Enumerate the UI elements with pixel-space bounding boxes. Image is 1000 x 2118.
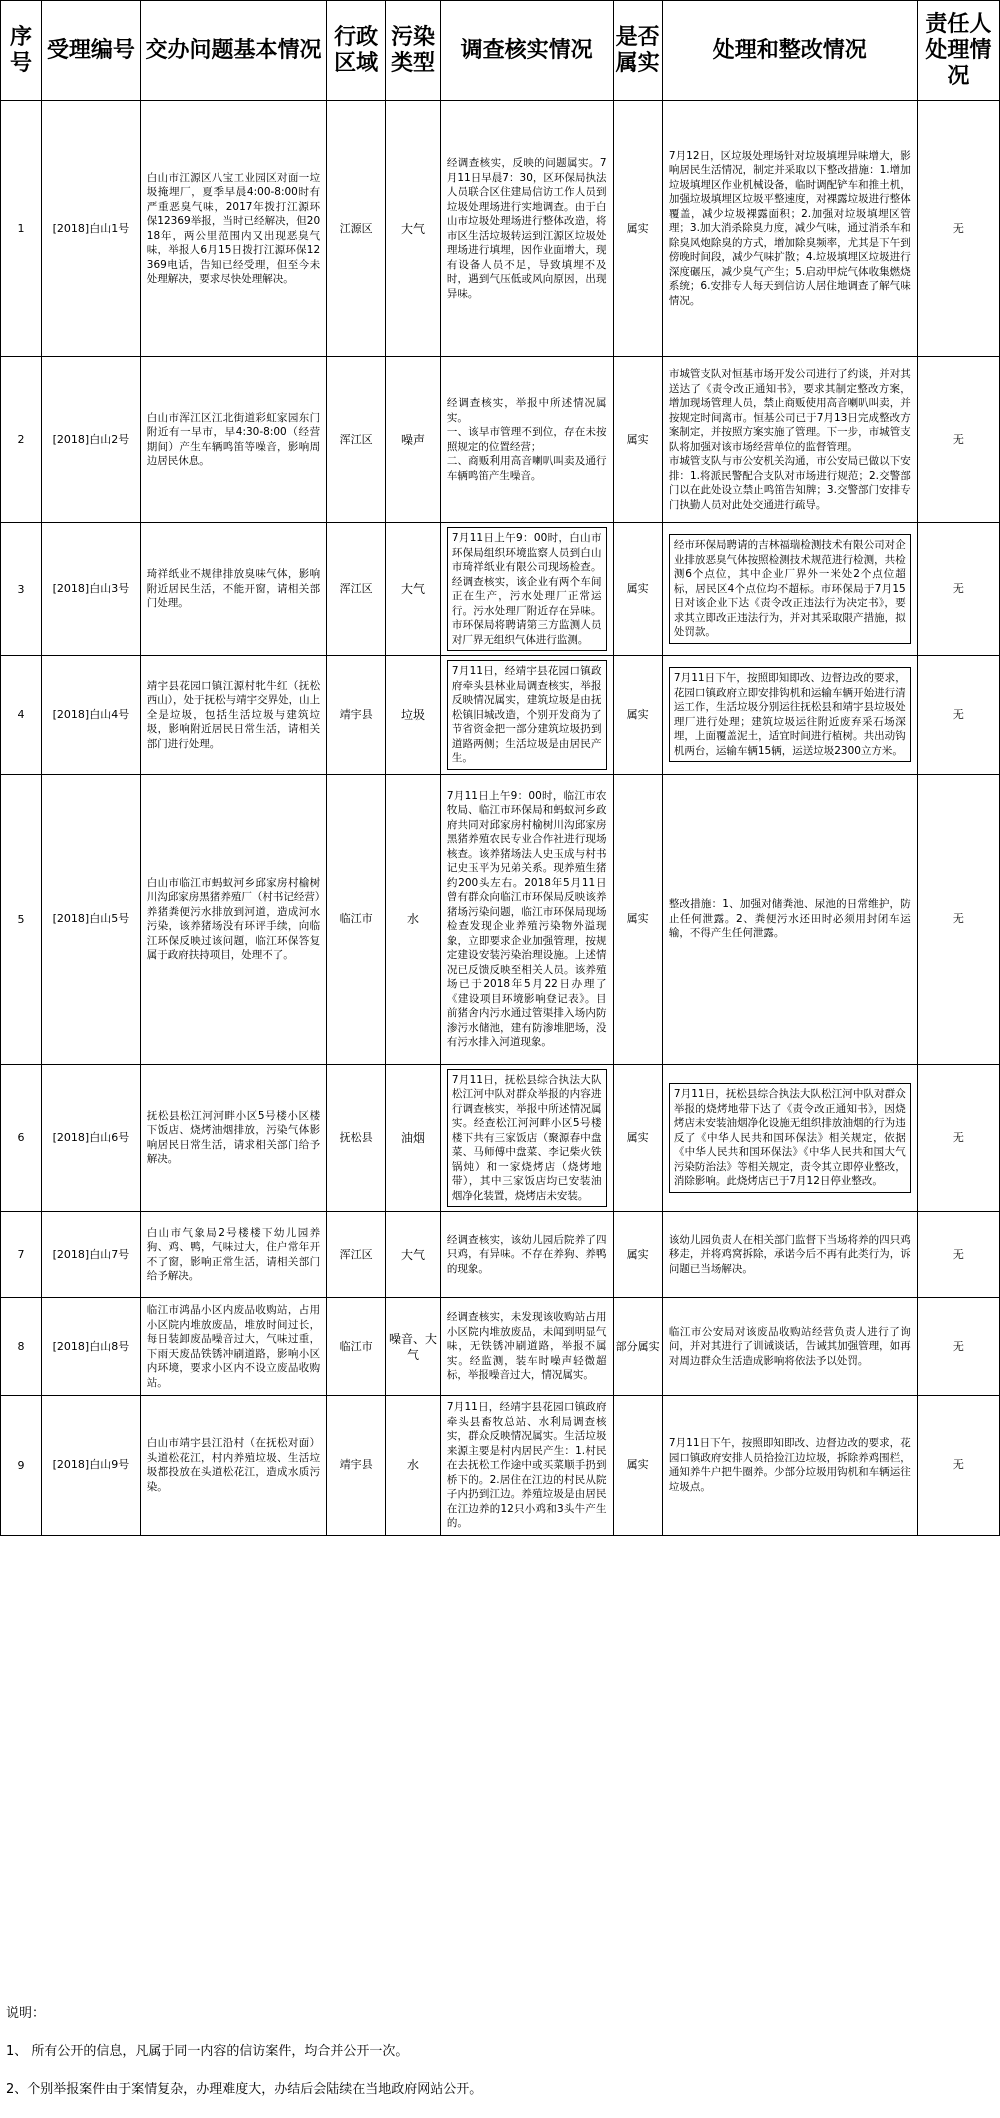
- row-code: [2018]白山2号: [42, 357, 141, 523]
- row-accountability: 无: [917, 101, 999, 357]
- row-verified: 属实: [613, 101, 662, 357]
- row-pollution: 油烟: [386, 1064, 441, 1212]
- row-region: 靖宇县: [327, 1396, 386, 1536]
- row-investigation: [440, 523, 613, 656]
- row-investigation: 经调查核实，该幼儿园后院养了四只鸡，有异味。不存在养狗、养鸭的现象。: [440, 1212, 613, 1298]
- row-region: 临江市: [327, 774, 386, 1064]
- row-code: [2018]白山7号: [42, 1212, 141, 1298]
- row-investigation: [440, 1064, 613, 1212]
- row-handling: 整改措施：1、加强对储粪池、尿池的日常维护，防止任何泄露。2、粪便污水还田时必须用封闭车运输，不得产生任何泄露。: [662, 774, 917, 1064]
- row-investigation-box: 7月11日，经靖宇县花园口镇政府牵头县林业局调查核实，举报反映情况属实，建筑垃圾是由抚松镇旧城改造，个别开发商为了节省资金把一部分建筑垃圾扔到道路两侧；生活垃圾是由居民产生。: [447, 660, 607, 770]
- row-investigation-box: 7月11日，抚松县综合执法大队松江河中队对群众举报的内容进行调查核实，举报中所述情况属实。经查松江河河畔小区5号楼楼下共有三家饭店（聚源春中盘菜、马师傅中盘菜、李记柴火铁锅炖）和一家烧烤店（烧烤地带），其中三家饭店均已安装油烟净化装置，烧烤店未安装。: [447, 1069, 607, 1208]
- row-accountability: 无: [917, 774, 999, 1064]
- row-handling-box: 经市环保局聘请的吉林福瑞检测技术有限公司对企业排放恶臭气体按照检测技术规范进行检测，共检测6个点位，其中企业厂界外一米处2个点位超标，居民区4个点位均不超标。市环保局于7月15日对该企业下达《责令改正违法行为决定书》，要求其立即改正违法行为，并对其采取限产措施，拟处罚款。: [669, 534, 911, 644]
- row-accountability: 无: [917, 656, 999, 775]
- row-region: 浑江区: [327, 523, 386, 656]
- row-seq: 7: [1, 1212, 42, 1298]
- table-row: [1, 1298, 1000, 1396]
- row-issue: 琦祥纸业不规律排放臭味气体，影响附近居民生活，不能开窗，请相关部门处理。: [140, 523, 326, 656]
- row-verified: 属实: [613, 656, 662, 775]
- table-row: [1, 774, 1000, 1064]
- row-handling: [662, 1064, 917, 1212]
- row-handling: 市城管支队对恒基市场开发公司进行了约谈，并对其送达了《责令改正通知书》，要求其制定整改方案，增加现场管理人员，禁止商贩使用高音喇叭叫卖，并按规定时间离市。恒基公司已于7月13日完成整改方案制定，并按照方案实施了管理。下一步，市城管支队将加强对该市场经营单位的监督管理。 市城管支队与市公安机关沟通，市公安局已做以下安排：1.将派民警配合支队对市场进行规范；2.交警部门以在此处设立禁止鸣笛告知牌；3.交警部门安排专门执勤人员对此处交通进行疏导。: [662, 357, 917, 523]
- row-seq: 8: [1, 1298, 42, 1396]
- row-investigation: 经调查核实，未发现该收购站占用小区院内堆放废品，未闻到明显气味，无铁锈冲刷道路，举报不属实。经监测，装车时噪声轻微超标，举报噪音过大，情况属实。: [440, 1298, 613, 1396]
- row-code: [2018]白山1号: [42, 101, 141, 357]
- row-issue: 靖宇县花园口镇江源村牝牛红（抚松西山），处于抚松与靖宇交界处，山上全是垃圾，包括生活垃圾与建筑垃圾，影响附近居民日常生活，请相关部门进行处理。: [140, 656, 326, 775]
- table-row: [1, 1396, 1000, 1536]
- row-issue: 白山市气象局2号楼楼下幼儿园养狗、鸡、鸭，气味过大，住户常年开不了窗，影响正常生活，请相关部门给予解决。: [140, 1212, 326, 1298]
- notes-section: [0, 2005, 1000, 2118]
- row-pollution: 大气: [386, 101, 441, 357]
- row-handling: [662, 656, 917, 775]
- notes-title: 说明：: [6, 2006, 46, 2021]
- row-code: [2018]白山4号: [42, 656, 141, 775]
- row-code: [2018]白山5号: [42, 774, 141, 1064]
- table-row: [1, 101, 1000, 357]
- row-region: 江源区: [327, 101, 386, 357]
- row-issue: 白山市浑江区江北街道彩虹家园东门附近有一早市，早4:30-8:00（经营期间）产生车辆鸣笛等噪音，影响周边居民休息。: [140, 357, 326, 523]
- row-issue: 临江市鸿晶小区内废品收购站，占用小区院内堆放废品，堆放时间过长，每日装卸废品噪音过大，气味过重，下雨天废品铁锈冲刷道路，影响小区内环境，要求小区内不设立废品收购站。: [140, 1298, 326, 1396]
- row-region: 临江市: [327, 1298, 386, 1396]
- row-pollution: 噪声: [386, 357, 441, 523]
- row-verified: 属实: [613, 357, 662, 523]
- header-verified: 是否属实: [613, 1, 662, 101]
- row-accountability: 无: [917, 1064, 999, 1212]
- header-handling: 处理和整改情况: [662, 1, 917, 101]
- table-row: [1, 523, 1000, 656]
- table-row: [1, 1212, 1000, 1298]
- row-handling: 临江市公安局对该废品收购站经营负责人进行了询问，并对其进行了训诫谈话，告诫其加强管理，如再对周边群众生活造成影响将依法予以处罚。: [662, 1298, 917, 1396]
- row-region: 抚松县: [327, 1064, 386, 1212]
- row-seq: 4: [1, 656, 42, 775]
- row-verified: 属实: [613, 774, 662, 1064]
- row-verified: 属实: [613, 1396, 662, 1536]
- table-row: [1, 1064, 1000, 1212]
- note-line-2: 2、个别举报案件由于案情复杂，办理难度大，办结后会陆续在当地政府网站公开。: [6, 2082, 483, 2097]
- row-handling: 该幼儿园负责人在相关部门监督下当场将养的四只鸡移走，并将鸡窝拆除，承诺今后不再有此类行为，诉问题已当场解决。: [662, 1212, 917, 1298]
- row-issue: 抚松县松江河河畔小区5号楼小区楼下饭店、烧烤油烟排放，污染气体影响居民日常生活，请求相关部门给予解决。: [140, 1064, 326, 1212]
- row-code: [2018]白山6号: [42, 1064, 141, 1212]
- row-handling: 7月11日下午，按照即知即改、边督边改的要求，花园口镇政府安排人员拾捡江边垃圾，拆除养鸡围栏，通知养牛户把牛圈养。少部分垃圾用钩机和车辆运往垃圾点。: [662, 1396, 917, 1536]
- row-handling-box: 7月11日下午，按照即知即改、边督边改的要求，花园口镇政府立即安排钩机和运输车辆开始进行清运工作，生活垃圾分别运往抚松县和靖宇县垃圾处理厂进行处理；建筑垃圾运往附近废弃采石场深埋，上面覆盖泥土，适宜时间进行植树。共出动钩机两台，运输车辆15辆，运送垃圾2300立方米。: [669, 667, 911, 762]
- row-investigation: 7月11日上午9：00时，临江市农牧局、临江市环保局和蚂蚁河乡政府共同对邱家房村榆树川沟邱家房黑猪养殖农民专业合作社进行现场核查。该养猪场法人史玉成与村书记史玉平为兄弟关系。现养殖生猪约200头左右。2018年5月11日曾有群众向临江市环保局反映该养猪场污染问题，临江市环保局现场检查发现企业养殖污染物外溢现象，立即要求企业加强管理，按规定建设安装污染治理设施。上述情况已反馈反映至相关人员。该养殖场已于2018年5月22日办理了《建设项目环境影响登记表》。目前猪舍内污水通过管渠排入场内防渗污水储池，建有防渗堆肥场，没有污水排入河道现象。: [440, 774, 613, 1064]
- row-code: [2018]白山8号: [42, 1298, 141, 1396]
- row-seq: 1: [1, 101, 42, 357]
- header-issue: 交办问题基本情况: [140, 1, 326, 101]
- row-issue: 白山市江源区八宝工业园区对面一垃圾掩埋厂，夏季早晨4:00-8:00时有严重恶臭气味，2017年拨打江源环保12369举报，当时已经解决，但2018年，两公里范围内又出现恶臭气味，举报人6月15日拨打江源环保12369电话，告知已经受理，但至今未处理解决，要求尽快处理解决。: [140, 101, 326, 357]
- row-code: [2018]白山3号: [42, 523, 141, 656]
- header-accountability: 责任人处理情况: [917, 1, 999, 101]
- header-pollution: 污染类型: [386, 1, 441, 101]
- row-pollution: 大气: [386, 523, 441, 656]
- header-investigation: 调查核实情况: [440, 1, 613, 101]
- row-seq: 5: [1, 774, 42, 1064]
- row-accountability: 无: [917, 523, 999, 656]
- row-pollution: 水: [386, 774, 441, 1064]
- row-investigation-box: 7月11日上午9：00时，白山市环保局组织环境监察人员到白山市琦祥纸业有限公司现场检查。经调查核实，该企业有两个车间正在生产，污水处理厂正常运行。污水处理厂附近存在异味。市环保局将聘请第三方监测人员对厂界无组织气体进行监测。: [447, 527, 607, 651]
- row-verified: 属实: [613, 1064, 662, 1212]
- row-pollution: 水: [386, 1396, 441, 1536]
- row-seq: 6: [1, 1064, 42, 1212]
- note-line-1: 1、 所有公开的信息，凡属于同一内容的信访案件，均合并公开一次。: [6, 2044, 409, 2059]
- row-seq: 3: [1, 523, 42, 656]
- header-seq: 序号: [1, 1, 42, 101]
- row-pollution: 噪音、大气: [386, 1298, 441, 1396]
- row-verified: 部分属实: [613, 1298, 662, 1396]
- row-investigation: 经调查核实，举报中所述情况属实。 一、该早市管理不到位，存在未按照规定的位置经营； 二、商贩利用高音喇叭叫卖及通行车辆鸣笛产生噪音。: [440, 357, 613, 523]
- row-issue: 白山市临江市蚂蚁河乡邱家房村榆树川沟邱家房黑猪养殖厂（村书记经营）养猪粪便污水排放到河道，造成河水污染，该养猪场没有环评手续，向临江环保反映过该问题，临江环保答复属于政府扶持项目，处理不了。: [140, 774, 326, 1064]
- row-verified: 属实: [613, 523, 662, 656]
- row-investigation: [440, 656, 613, 775]
- row-pollution: 垃圾: [386, 656, 441, 775]
- row-handling: 7月12日，区垃圾处理场针对垃圾填埋异味增大，影响居民生活情况，制定并采取以下整改措施：1.增加垃圾填埋区作业机械设备，临时调配铲车和推土机，加强垃圾填埋区垃圾平整速度，对裸露垃圾进行整体覆盖，减少垃圾裸露面积；2.加强对垃圾填埋区管理；3.加大消杀除臭力度，减少气味，通过消杀车和除臭风炮除臭的方式，增加除臭频率，尤其是下午到傍晚时间段，减少气味扩散；4.垃圾填埋区垃圾进行深度碾压，减少臭气产生；5.启动甲烷气体收集燃烧系统；6.安排专人每天到信访人居住地调查了解气味情况。: [662, 101, 917, 357]
- header-code: 受理编号: [42, 1, 141, 101]
- row-seq: 9: [1, 1396, 42, 1536]
- row-code: [2018]白山9号: [42, 1396, 141, 1536]
- row-accountability: 无: [917, 1298, 999, 1396]
- row-seq: 2: [1, 357, 42, 523]
- row-investigation: 经调查核实，反映的问题属实。7月11日早晨7：30，区环保局执法人员联合区住建局信访工作人员到垃圾处理场进行实地调查。由于白山市垃圾处理场进行整体改造，将市区生活垃圾转运到江源区垃圾处理场进行填埋，因作业面增大，现有设备人员不足，导致填埋不及时，遇到气压低或风向原因，出现异味。: [440, 101, 613, 357]
- row-region: 靖宇县: [327, 656, 386, 775]
- row-accountability: 无: [917, 1396, 999, 1536]
- table-row: [1, 656, 1000, 775]
- row-issue: 白山市靖宇县江沿村（在抚松对面）头道松花江，村内养殖垃圾、生活垃圾都投放在头道松花江，造成水质污染。: [140, 1396, 326, 1536]
- header-row: [1, 1, 1000, 101]
- row-region: 浑江区: [327, 1212, 386, 1298]
- row-handling: [662, 523, 917, 656]
- row-accountability: 无: [917, 1212, 999, 1298]
- row-verified: 属实: [613, 1212, 662, 1298]
- row-accountability: 无: [917, 357, 999, 523]
- header-region: 行政区域: [327, 1, 386, 101]
- row-investigation: 7月11日，经靖宇县花园口镇政府牵头县畜牧总站、水利局调查核实，群众反映情况属实。生活垃圾来源主要是村内居民产生：1.村民在去抚松工作途中或买菜顺手扔到桥下的。2.居住在江边的村民从院子内扔到江边。养殖垃圾是由居民在江边养的12只小鸡和3头牛产生的。: [440, 1396, 613, 1536]
- row-handling-box: 7月11日，抚松县综合执法大队松江河中队对群众举报的烧烤地带下达了《责令改正通知书》，因烧烤店未安装油烟净化设施无组织排放油烟的行为违反了《中华人民共和国环保法》相关规定，依据《中华人民共和国环保法》《中华人民共和国大气污染防治法》等相关规定，责令其立即停业整改，消除影响。此烧烤店已于7月12日停业整改。: [669, 1083, 911, 1193]
- row-pollution: 大气: [386, 1212, 441, 1298]
- row-region: 浑江区: [327, 357, 386, 523]
- table-row: [1, 357, 1000, 523]
